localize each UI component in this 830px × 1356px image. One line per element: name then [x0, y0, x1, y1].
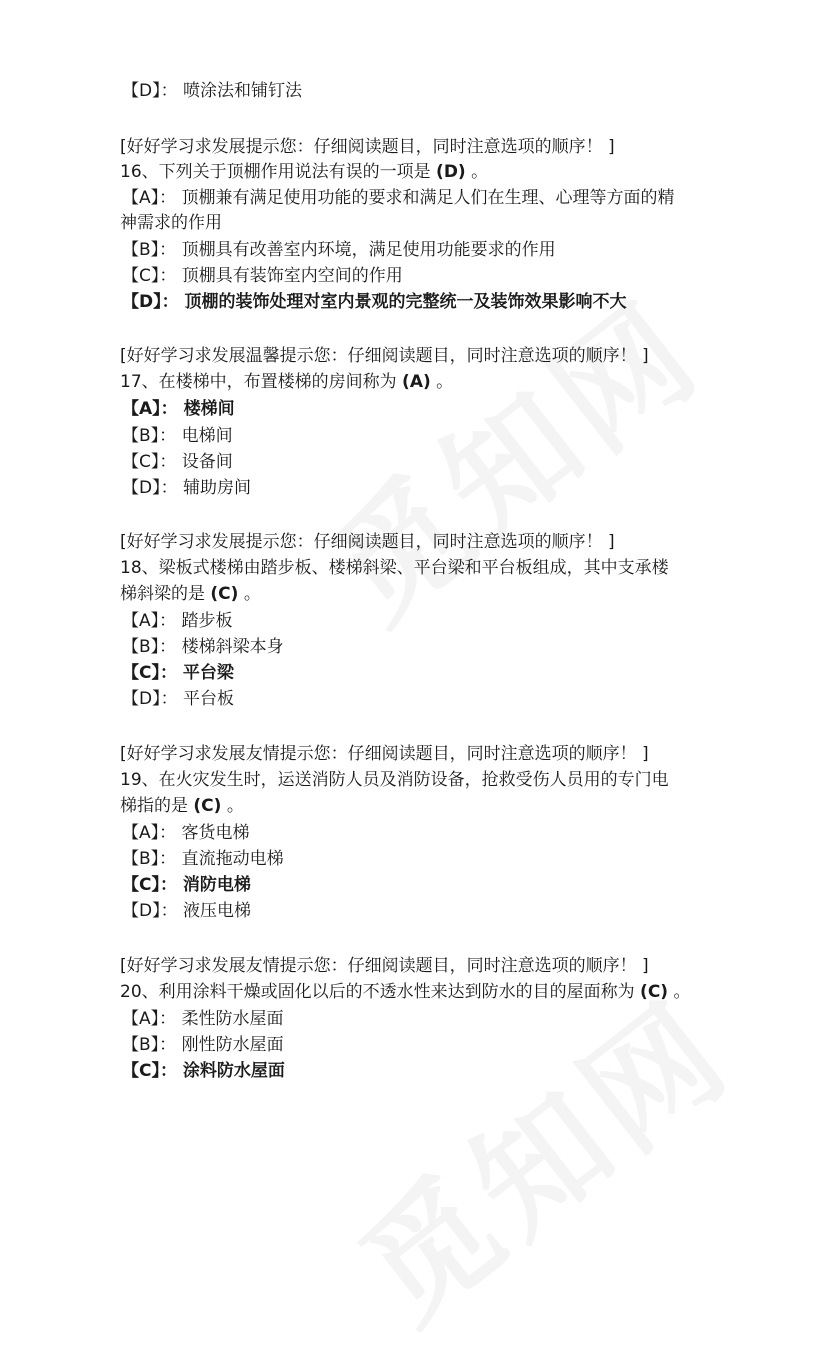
tip-line: [好好学习求发展温馨提示您：仔细阅读题目，同时注意选项的顺序！ ]	[120, 346, 649, 366]
option-d: 【D】： 液压电梯	[122, 901, 251, 921]
tip-line: [好好学习求发展友情提示您：仔细阅读题目，同时注意选项的顺序！ ]	[120, 956, 649, 976]
option-a: 【A】： 柔性防水屋面	[122, 1009, 284, 1029]
option-d: 【D】： 平台板	[122, 689, 234, 709]
question-end: 。	[430, 372, 454, 392]
answer-mark: (C)	[210, 584, 239, 604]
option-b: 【B】： 顶棚具有改善室内环境，满足使用功能要求的作用	[122, 240, 556, 260]
answer-mark: (D)	[436, 162, 466, 182]
question-19	[120, 795, 760, 817]
tip-line: [好好学习求发展友情提示您：仔细阅读题目，同时注意选项的顺序！ ]	[120, 744, 649, 764]
question-text: 17、在楼梯中，布置楼梯的房间称为	[120, 372, 403, 392]
option-a-cont: 神需求的作用	[120, 213, 222, 233]
option-d-correct: 【D】： 顶棚的装饰处理对室内景观的完整统一及装饰效果影响不大	[122, 292, 627, 312]
question-text: 梯斜梁的是	[120, 584, 211, 604]
question-18-line1: 18、梁板式楼梯由踏步板、楼梯斜梁、平台梁和平台板组成，其中支承楼	[120, 558, 669, 578]
tip-line: [好好学习求发展提示您：仔细阅读题目，同时注意选项的顺序！ ]	[120, 137, 615, 157]
option-b: 【B】： 电梯间	[122, 426, 233, 446]
answer-mark: (C)	[640, 982, 669, 1002]
question-16	[120, 161, 760, 183]
question-end: 。	[668, 982, 691, 1002]
option-c: 【C】： 顶棚具有装饰室内空间的作用	[122, 266, 403, 286]
option-a-correct: 【A】： 楼梯间	[122, 399, 235, 419]
question-20	[120, 981, 760, 1003]
tip-line: [好好学习求发展提示您：仔细阅读题目，同时注意选项的顺序！ ]	[120, 532, 615, 552]
question-end: 。	[465, 162, 489, 182]
option-b: 【B】： 刚性防水屋面	[122, 1035, 284, 1055]
option-b: 【B】： 楼梯斜梁本身	[122, 637, 284, 657]
question-text: 20、利用涂料干燥或固化以后的不透水性来达到防水的目的屋面称为	[120, 982, 641, 1002]
question-17	[120, 371, 760, 393]
question-text: 16、下列关于顶棚作用说法有误的一项是	[120, 162, 437, 182]
option-c-correct: 【C】： 消防电梯	[122, 875, 251, 895]
question-text: 梯指的是	[120, 796, 194, 816]
answer-mark: (C)	[193, 796, 222, 816]
option-d: 【D】： 喷涂法和铺钉法	[122, 81, 302, 101]
question-19-line1: 19、在火灾发生时，运送消防人员及消防设备，抢救受伤人员用的专门电	[120, 770, 669, 790]
answer-mark: (A)	[402, 372, 431, 392]
option-a: 【A】： 踏步板	[122, 611, 233, 631]
option-a: 【A】： 客货电梯	[122, 823, 250, 843]
option-c-correct: 【C】： 平台梁	[122, 663, 234, 683]
option-d: 【D】： 辅助房间	[122, 478, 251, 498]
option-c-correct: 【C】： 涂料防水屋面	[122, 1061, 285, 1081]
question-end: 。	[221, 796, 244, 816]
option-b: 【B】： 直流拖动电梯	[122, 849, 284, 869]
option-a: 【A】： 顶棚兼有满足使用功能的要求和满足人们在生理、心理等方面的精	[122, 188, 675, 208]
question-18	[120, 583, 760, 605]
option-c: 【C】： 设备间	[122, 452, 233, 472]
question-end: 。	[238, 584, 261, 604]
